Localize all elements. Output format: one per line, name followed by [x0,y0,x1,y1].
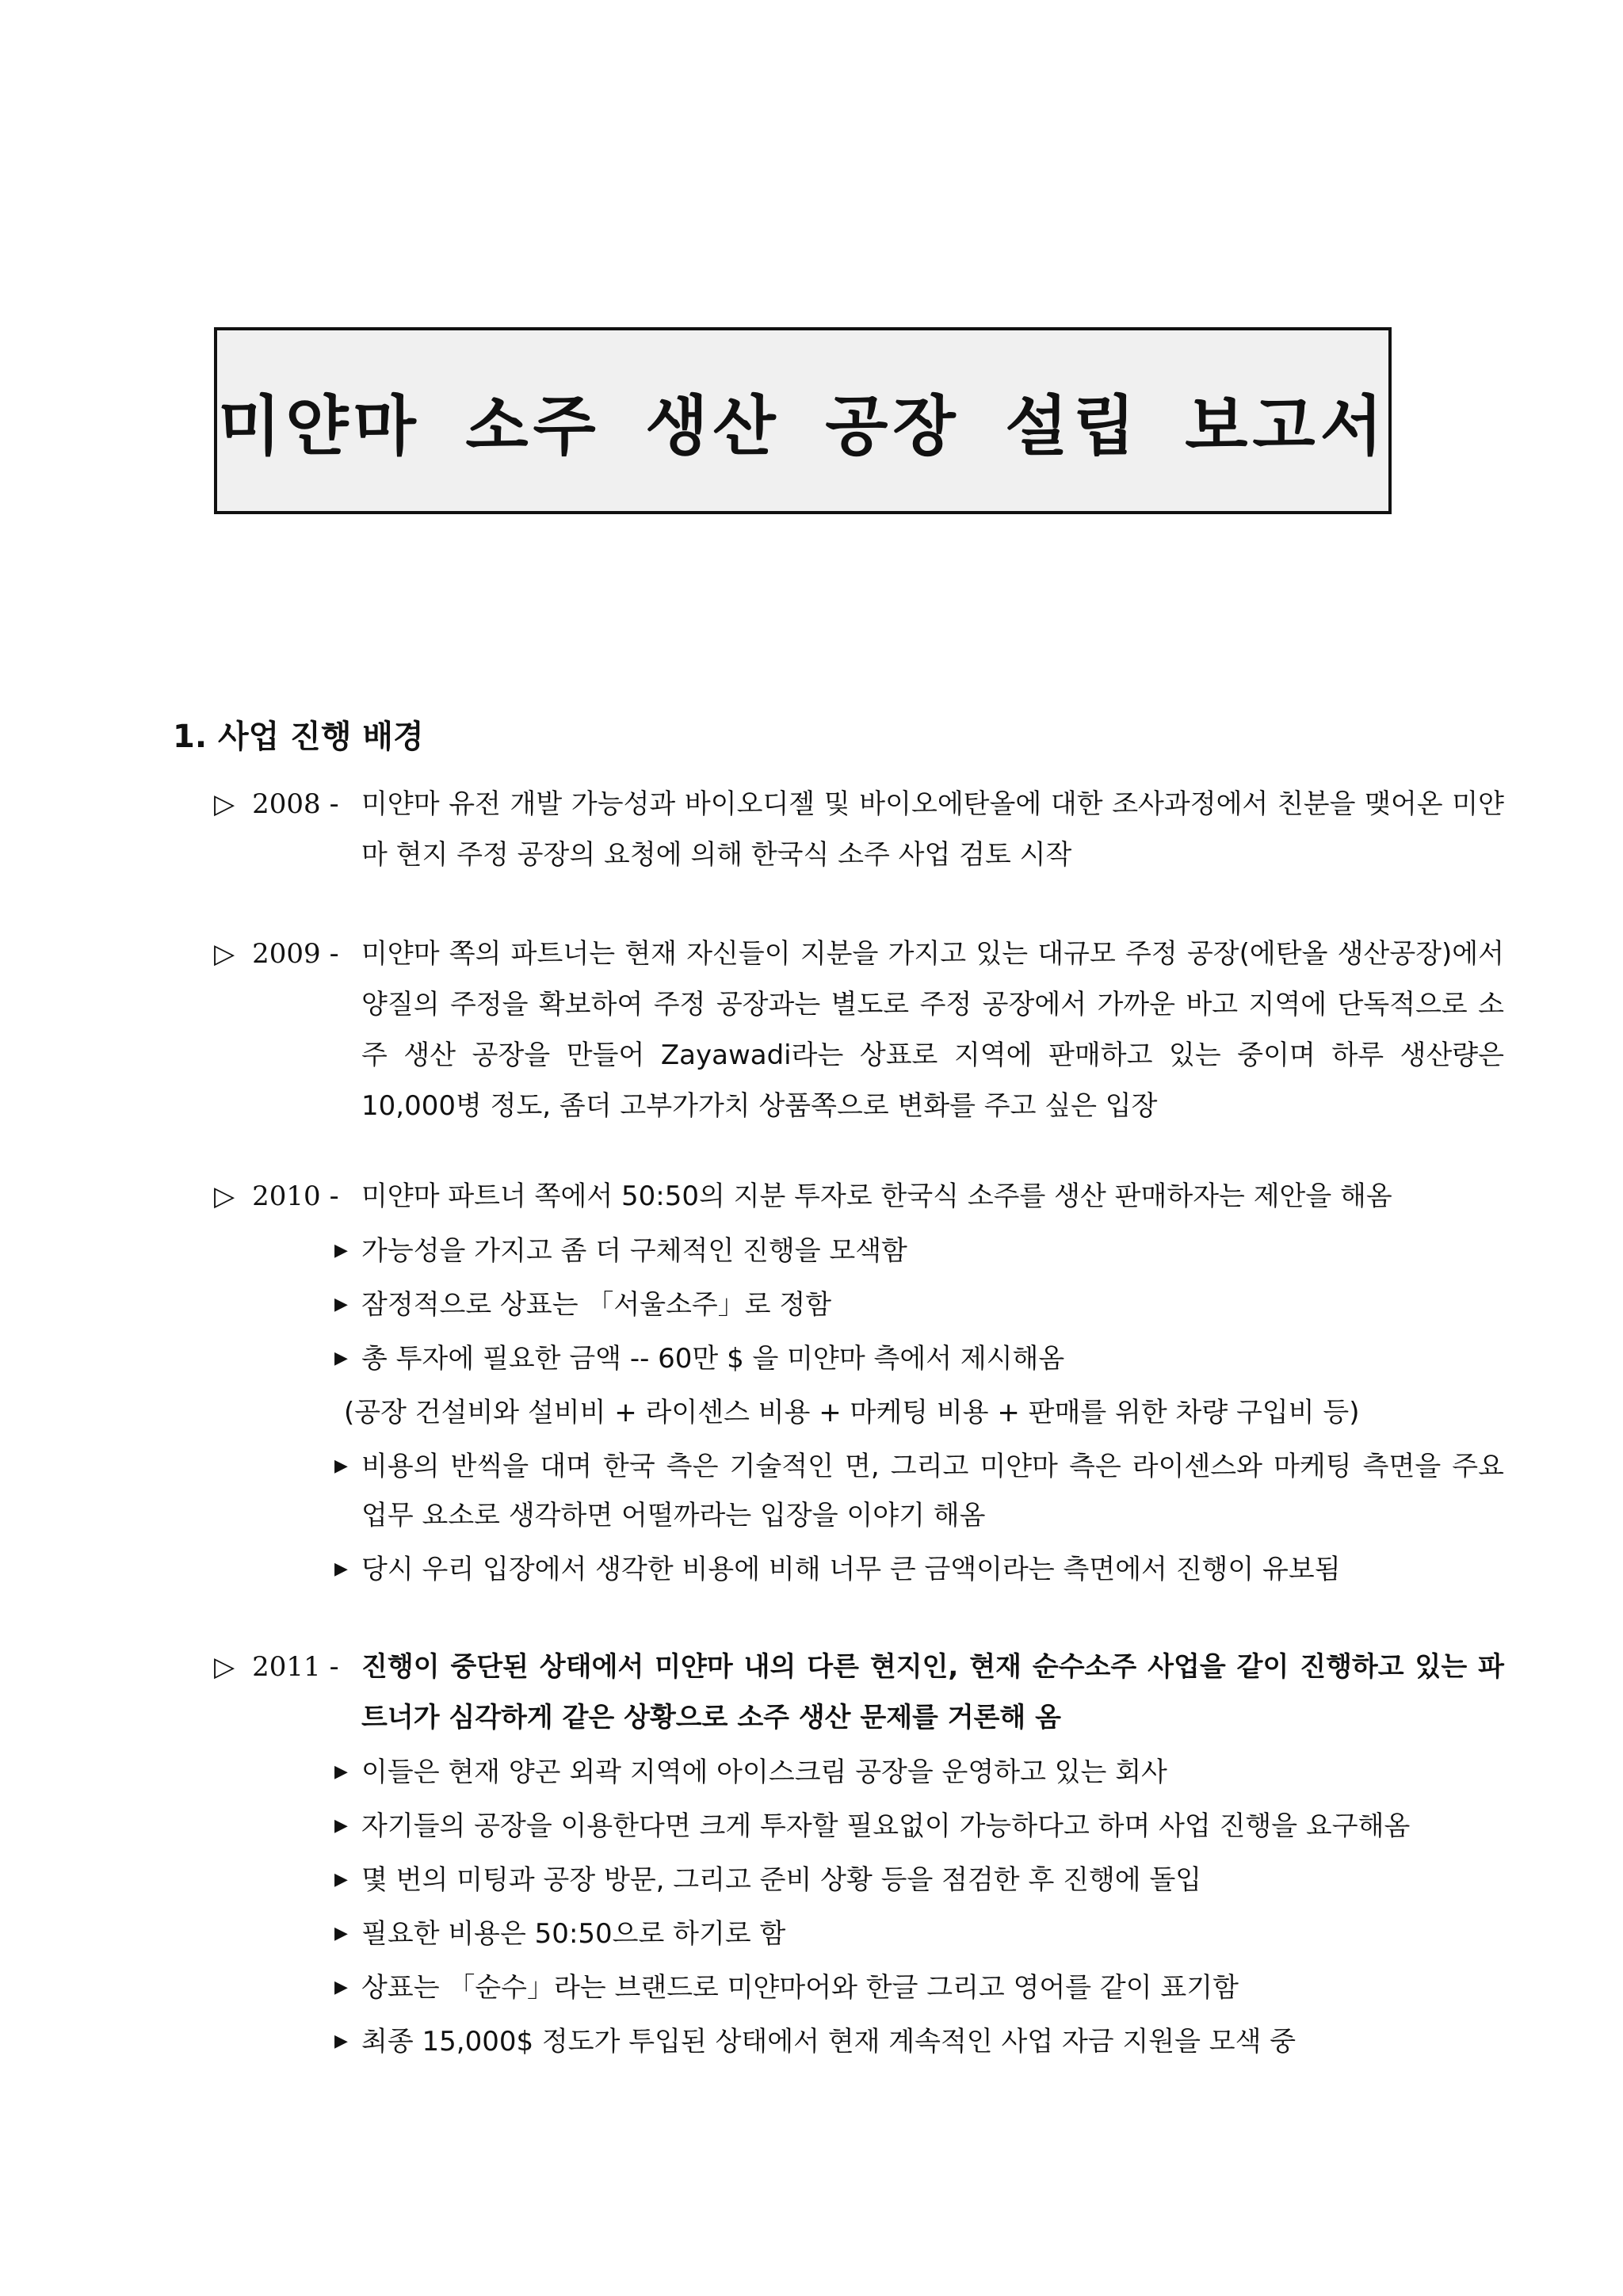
entry-dash: - [329,788,339,820]
triangle-outline-icon: ▷ [214,938,235,970]
list-item: ▶ 최종 15,000$ 정도가 투입된 상태에서 현재 계속적인 사업 자금 지원을 모색 중 [214,2017,1504,2066]
list-item: ▶ 총 투자에 필요한 금액 -- 60만 $ 을 미얀마 측에서 제시해옴 [214,1334,1504,1383]
entry-year: 2010 [252,1180,321,1212]
entry-text: 미얀마 유전 개발 가능성과 바이오디젤 및 바이오에탄올에 대한 조사과정에서 친분을 맺어온 미얀마 현지 주정 공장의 요청에 의해 한국식 소주 사업 검토 시작 [361,788,1504,871]
right-triangle-icon: ▶ [334,1978,348,1997]
list-item: ▶ 몇 번의 미팅과 공장 방문, 그리고 준비 상황 등을 점검한 후 진행에 돌입 [214,1855,1504,1905]
entry-2008 [214,779,1504,880]
right-triangle-icon: ▶ [334,1241,348,1261]
entry-2009 [214,929,1504,1131]
list-item: ▶ 필요한 비용은 50:50으로 하기로 함 [214,1909,1504,1958]
right-triangle-icon: ▶ [334,1456,348,1476]
entry-lead [214,1171,339,1222]
entry-head [214,779,1504,880]
list-item: ▶ 상표는 「순수」라는 브랜드로 미얀마어와 한글 그리고 영어를 같이 표기함 [214,1963,1504,2012]
right-triangle-icon: ▶ [334,1295,348,1314]
entry-text: 진행이 중단된 상태에서 미얀마 내의 다른 현지인, 현재 순수소주 사업을 같이 진행하고 있는 파트너가 심각하게 같은 상황으로 소주 생산 문제를 거론해 옴 [361,1651,1504,1733]
list-item: ▶ 비용의 반씩을 대며 한국 측은 기술적인 면, 그리고 미얀마 측은 라이센스와 마케팅 측면을 주요 업무 요소로 생각하면 어떨까라는 입장을 이야기 해옴 [214,1442,1504,1540]
right-triangle-icon: ▶ [334,1762,348,1782]
bullet-list [214,1226,1504,1383]
triangle-outline-icon: ▷ [214,1180,235,1212]
entry-text: 미얀마 쪽의 파트너는 현재 자신들이 지분을 가지고 있는 대규모 주정 공장(에탄올 생산공장)에서 양질의 주정을 확보하여 주정 공장과는 별도로 주정 공장에서 가까운 바고 지역에 단독적으로 소주 생산 공장을 만들어 Zayawadi라는 상표로 지역에 판매하고 있는 중이며 하루 생산량은 10,000병 정도, 좀더 고부가가치 상품쪽으로 변화를 주고 싶은 입장 [361,938,1504,1122]
entry-year: 2008 [252,788,321,820]
section-heading-text: 사업 진행 배경 [217,719,424,755]
section-number: 1. [173,719,208,755]
entry-lead [214,929,339,979]
entry-head [214,1642,1504,1743]
entry-2011 [214,1642,1504,2066]
list-item: ▶ 이들은 현재 양곤 외곽 지역에 아이스크림 공장을 운영하고 있는 회사 [214,1748,1504,1797]
entry-lead [214,779,339,830]
entry-year: 2011 [252,1651,321,1683]
bullet-list [214,1748,1504,2066]
entry-2010 [214,1171,1504,1594]
list-item: ▶ 자기들의 공장을 이용한다면 크게 투자할 필요없이 가능하다고 하며 사업 진행을 요구해옴 [214,1802,1504,1851]
entry-text: 미얀마 파트너 쪽에서 50:50의 지분 투자로 한국식 소주를 생산 판매하자는 제안을 해옴 [361,1180,1392,1212]
entry-lead [214,1642,339,1692]
cost-breakdown-note: (공장 건설비와 설비비 + 라이센스 비용 + 마케팅 비용 + 판매를 위한 차량 구입비 등) [344,1397,1360,1428]
section-heading [173,711,424,757]
entry-head [214,1171,1504,1222]
page-title: 미얀마 소주 생산 공장 설립 보고서 [218,388,1388,464]
entry-dash: - [329,1180,339,1212]
title-box [214,327,1392,514]
triangle-outline-icon: ▷ [214,1651,235,1683]
bullet-list [214,1442,1504,1594]
right-triangle-icon: ▶ [334,1816,348,1836]
list-item: ▶ 당시 우리 입장에서 생각한 비용에 비해 너무 큰 금액이라는 측면에서 진행이 유보됨 [214,1545,1504,1594]
right-triangle-icon: ▶ [334,1924,348,1943]
entry-dash: - [329,938,339,970]
list-item: ▶ 잠정적으로 상표는 「서울소주」로 정함 [214,1280,1504,1329]
right-triangle-icon: ▶ [334,1870,348,1890]
entry-head [214,929,1504,1131]
right-triangle-icon: ▶ [334,2031,348,2051]
right-triangle-icon: ▶ [334,1348,348,1368]
list-item: ▶ 가능성을 가지고 좀 더 구체적인 진행을 모색함 [214,1226,1504,1276]
entry-year: 2009 [252,938,321,970]
entry-dash: - [329,1651,339,1683]
right-triangle-icon: ▶ [334,1559,348,1579]
triangle-outline-icon: ▷ [214,788,235,820]
